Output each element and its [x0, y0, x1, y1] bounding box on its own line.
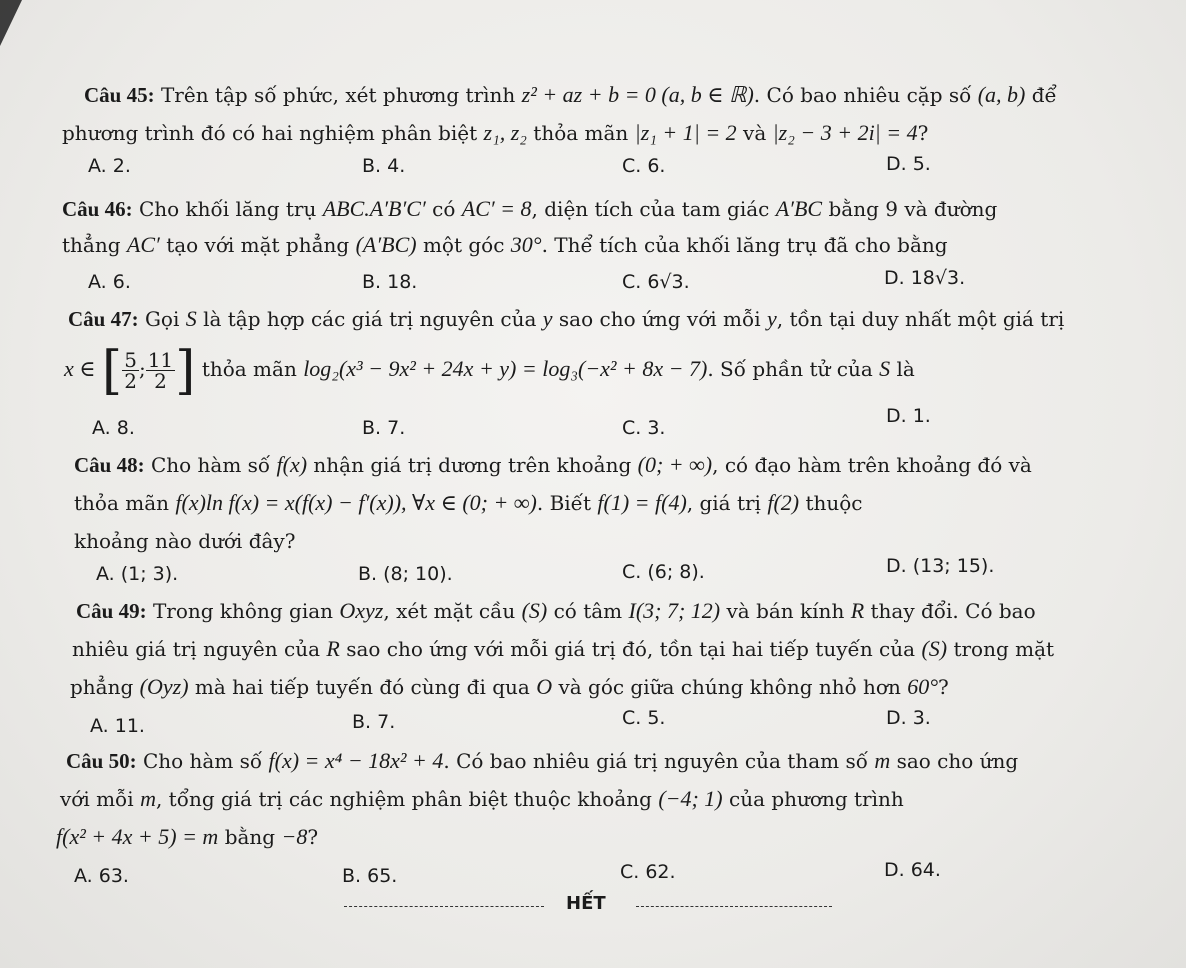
q45-line1	[84, 82, 1057, 108]
q46-text: Cho khối lăng trụ	[138, 197, 317, 221]
q45-text: để	[1031, 83, 1057, 107]
q48-text: thuộc	[805, 491, 863, 515]
left-bracket: [	[101, 340, 123, 401]
q50-text: . Có bao nhiêu giá trị nguyên của tham số	[443, 749, 868, 773]
q48-text: nhận giá trị dương trên khoảng	[313, 453, 632, 477]
q50-option-d[interactable]: D. 64.	[884, 859, 941, 881]
q47-math: S	[879, 356, 891, 381]
q45-label: Câu 45:	[84, 83, 155, 107]
q50-label: Câu 50:	[66, 749, 137, 773]
q45-text: ?	[917, 121, 929, 145]
q48-option-a[interactable]: A. (1; 3).	[96, 563, 179, 585]
q50-math: −8	[281, 824, 308, 849]
q47-text: thỏa mãn	[201, 357, 297, 381]
q49-line3	[70, 674, 949, 700]
q45-line2	[62, 120, 928, 146]
q46-text: có	[432, 197, 456, 221]
q50-option-c[interactable]: C. 62.	[620, 861, 676, 883]
q49-option-a[interactable]: A. 11.	[90, 715, 145, 737]
q46-option-c[interactable]: C. 6√3.	[622, 271, 690, 293]
q50-line2	[60, 786, 904, 812]
q50-option-b[interactable]: B. 65.	[342, 865, 398, 887]
q47-option-c[interactable]: C. 3.	[622, 417, 666, 439]
q48-option-c[interactable]: C. (6; 8).	[622, 561, 705, 583]
q45-text: . Có bao nhiêu cặp số	[753, 83, 972, 107]
q46-label: Câu 46:	[62, 197, 133, 221]
q48-option-b[interactable]: B. (8; 10).	[358, 563, 453, 585]
q49-label: Câu 49:	[76, 599, 147, 623]
q49-line1	[76, 598, 1036, 624]
q47-option-b[interactable]: B. 7.	[362, 417, 406, 439]
q47-text: sao cho ứng với mỗi	[558, 307, 761, 331]
q45-option-c[interactable]: C. 6.	[622, 155, 666, 177]
q48-math: f(x)	[276, 452, 308, 477]
q49-math: R	[850, 598, 865, 623]
q45-equation: z² + az + b = 0 (a, b ∈ ℝ)	[521, 82, 754, 107]
q45-text: phương trình đó có hai nghiệm phân biệt	[62, 121, 478, 145]
q47-text: , tồn tại duy nhất một giá trị	[776, 307, 1065, 331]
q46-math: (A′BC)	[355, 232, 417, 257]
q49-text: , xét mặt cầu	[383, 599, 516, 623]
frac2-num: 11	[147, 348, 174, 372]
q46-text: một góc	[422, 233, 505, 257]
q49-text: sao cho ứng với mỗi giá trị đó, tồn tại hai tiếp tuyến của	[346, 637, 916, 661]
q48-text: thỏa mãn	[74, 491, 170, 515]
q48-line1	[74, 452, 1032, 478]
q48-line3	[74, 528, 295, 554]
q46-math: A′BC	[775, 196, 823, 221]
frac-separator: ;	[138, 357, 146, 381]
q48-text: . Biết	[536, 491, 592, 515]
end-marker: HẾT	[566, 893, 606, 914]
q49-text: có tâm	[553, 599, 623, 623]
q49-text: phẳng	[70, 675, 134, 699]
q49-math: (Oyz)	[139, 674, 189, 699]
right-bracket: ]	[175, 340, 196, 401]
q46-text: , diện tích của tam giác	[531, 197, 770, 221]
q47-line1	[68, 306, 1064, 332]
q48-text: , có đạo hàm trên khoảng đó và	[712, 453, 1032, 477]
q49-text: Trong không gian	[152, 599, 334, 623]
q50-text: bằng	[224, 825, 276, 849]
q49-text: và góc giữa chúng không nhỏ hơn	[558, 675, 901, 699]
q50-text: Cho hàm số	[142, 749, 263, 773]
q49-math: Oxyz	[339, 598, 384, 623]
q46-math: AC′ = 8	[461, 196, 532, 221]
q45-option-a[interactable]: A. 2.	[88, 155, 131, 177]
q50-text: ?	[307, 825, 319, 849]
q49-text: thay đổi. Có bao	[870, 599, 1036, 623]
q48-line2	[74, 490, 863, 516]
q49-math: I(3; 7; 12)	[628, 598, 721, 623]
q48-option-d[interactable]: D. (13; 15).	[886, 555, 995, 577]
q48-text: khoảng nào dưới đây?	[74, 529, 296, 553]
q46-math: AC′	[126, 232, 160, 257]
q50-math: f(x² + 4x + 5) = m	[56, 824, 219, 849]
q49-line2	[72, 636, 1054, 662]
q47-text: . Số phần tử của	[707, 357, 873, 381]
q49-text: ?	[938, 675, 949, 699]
q46-line1	[62, 196, 997, 222]
q45-text: thỏa mãn	[533, 121, 629, 145]
fraction-5-2	[122, 350, 139, 391]
q48-label: Câu 48:	[74, 453, 145, 477]
q46-math: ABC.A′B′C′	[322, 196, 426, 221]
q46-text: thẳng	[62, 233, 121, 257]
q50-text: của phương trình	[729, 787, 904, 811]
end-rule-right	[636, 906, 832, 907]
q49-text: nhiêu giá trị nguyên của	[72, 637, 321, 661]
q47-math: S	[185, 306, 197, 331]
page-corner-shadow	[0, 0, 22, 46]
q49-text: trong mặt	[953, 637, 1055, 661]
q50-text: , tổng giá trị các nghiệm phân biệt thuộc khoảng	[155, 787, 652, 811]
q47-option-d[interactable]: D. 1.	[886, 405, 931, 427]
q50-math: m	[140, 786, 156, 811]
q46-math: 30°	[510, 232, 542, 257]
q47-label: Câu 47:	[68, 307, 139, 331]
q45-math: z₁, z₂	[483, 120, 527, 145]
q48-math: f(x)ln f(x) = x(f(x) − f′(x)), ∀x ∈ (0; + ∞)	[175, 490, 537, 515]
q49-math: (S)	[521, 598, 548, 623]
q48-math: f(2)	[767, 490, 800, 515]
end-rule-left	[344, 906, 544, 907]
q49-math: (S)	[921, 636, 948, 661]
q45-option-d[interactable]: D. 5.	[886, 153, 931, 175]
q48-math: f(1) = f(4)	[597, 490, 687, 515]
q50-math: f(x) = x⁴ − 18x² + 4	[268, 748, 444, 773]
q45-math: |z₂ − 3 + 2i| = 4	[772, 120, 918, 145]
fraction-11-2	[146, 350, 175, 391]
frac1-den: 2	[124, 369, 137, 393]
q49-text: mà hai tiếp tuyến đó cùng đi qua	[194, 675, 530, 699]
q47-option-a[interactable]: A. 8.	[92, 417, 135, 439]
q46-option-d[interactable]: D. 18√3.	[884, 267, 966, 289]
q46-text: . Thể tích của khối lăng trụ đã cho bằng	[541, 233, 948, 257]
q47-line2	[64, 340, 915, 401]
q49-math: 60°	[907, 674, 939, 699]
q47-math: y	[542, 306, 553, 331]
q50-math: m	[874, 748, 891, 773]
q49-option-c[interactable]: C. 5.	[622, 707, 666, 729]
q45-option-b[interactable]: B. 4.	[362, 155, 406, 177]
q50-text: sao cho ứng	[896, 749, 1019, 773]
q50-text: với mỗi	[60, 787, 134, 811]
q48-math: (0; + ∞)	[637, 452, 713, 477]
q45-text: và	[743, 121, 767, 145]
q50-option-a[interactable]: A. 63.	[74, 865, 129, 887]
q47-math: log₂(x³ − 9x² + 24x + y) = log₃(−x² + 8x − 7)	[303, 356, 708, 381]
q47-text: là	[896, 357, 915, 381]
q46-option-b[interactable]: B. 18.	[362, 271, 418, 293]
q48-text: , giá trị	[686, 491, 761, 515]
q45-math: |z₁ + 1| = 2	[634, 120, 737, 145]
frac2-den: 2	[154, 369, 167, 393]
q49-text: và bán kính	[726, 599, 845, 623]
q49-option-d[interactable]: D. 3.	[886, 707, 931, 729]
q46-line2	[62, 232, 948, 258]
q50-line3	[56, 824, 318, 850]
q46-text: tạo với mặt phẳng	[166, 233, 350, 257]
q50-math: (−4; 1)	[658, 786, 723, 811]
q45-math: (a, b)	[977, 82, 1026, 107]
frac1-num: 5	[124, 348, 137, 372]
q46-text: bằng 9 và đường	[828, 197, 998, 221]
q49-math: O	[536, 674, 553, 699]
q47-text: là tập hợp các giá trị nguyên của	[203, 307, 537, 331]
q48-text: Cho hàm số	[150, 453, 271, 477]
q49-math: R	[326, 636, 340, 661]
q45-text: Trên tập số phức, xét phương trình	[160, 83, 516, 107]
q46-option-a[interactable]: A. 6.	[88, 271, 131, 293]
q50-line1	[66, 748, 1018, 774]
q49-option-b[interactable]: B. 7.	[352, 711, 396, 733]
q47-math: x ∈	[64, 356, 96, 381]
q47-math: y	[766, 306, 777, 331]
q47-text: Gọi	[144, 307, 180, 331]
